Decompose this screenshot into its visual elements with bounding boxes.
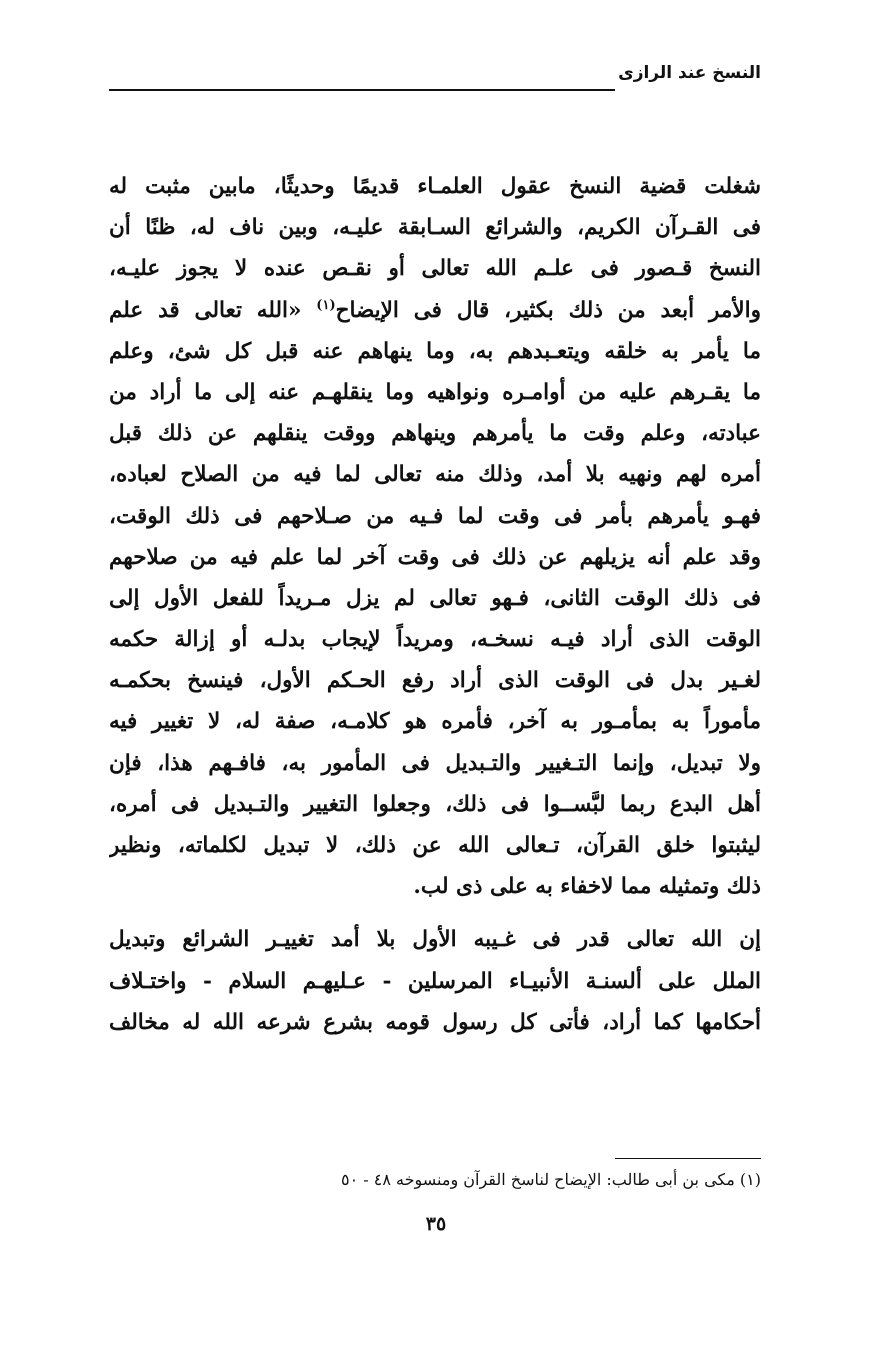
text-line: ما يأمر به خلقه ويتعـبدهم به، وما ينهاهم عنه قبل كل شئ، وعلم xyxy=(109,338,761,364)
text-line: شغلت قضية النسخ عقول العلمـاء قديمًا وحديثًا، مابين مثبت له xyxy=(109,174,761,199)
text-line: الملل على ألسنـة الأنبيـاء المرسلين - عـليهـم السلام - واختـلاف xyxy=(109,968,761,994)
footnote-reference: (١) xyxy=(316,297,336,313)
text-line: وقد علم أنه يزيلهم عن ذلك فى وقت آخر لما علم فيه من صلاحهم xyxy=(109,544,761,570)
text-line: أمره لهم ونهيه بلا أمد، وذلك منه تعالى لما فيه من الصلاح لعباده، xyxy=(109,462,761,488)
page-number: ٣٥ xyxy=(425,1213,447,1235)
text-line: فى ذلك الوقت الثانى، فـهو تعالى لم يزل مـريداً للفعل الأول إلى xyxy=(109,585,761,611)
running-head xyxy=(109,58,761,94)
text-line: فى القـرآن الكريم، والشرائع السـابقة عليـه، وبين ناف له، ظنًا أن xyxy=(109,215,761,241)
body-text xyxy=(109,166,761,1043)
running-head-rule xyxy=(109,89,615,91)
text-line: ولا تبديل، وإنما التـغيير والتـبديل فى المأمور به، فافـهم هذا، فإن xyxy=(109,750,761,776)
text-line: فهـو يأمرهم بأمر فى وقت لما فـيه من صـلاحهم فى ذلك الوقت، xyxy=(109,503,761,529)
footnote-text: (١) مكى بن أبى طالب: الإيضاح لناسخ القرآن ومنسوخه ٤٨ - ٥٠ xyxy=(341,1170,761,1189)
footnote-rule xyxy=(615,1158,761,1159)
text-line: ليثبتوا خلق القرآن، تـعالى الله عن ذلك، لا تبديل لكلماته، ونظير xyxy=(109,833,761,858)
quote-opening: «الله تعالى قد علم xyxy=(109,297,302,323)
text-line: مأموراً به بمأمـور به آخر، فأمره هو كلامـه، صفة له، لا تغيير فيه xyxy=(109,709,761,735)
paragraph-2 xyxy=(109,919,761,1043)
text-line: أحكامها كما أراد، فأتى كل رسول قومه بشرع شرعه الله له مخالف xyxy=(109,1009,761,1035)
text-line: ما يقـرهم عليه من أوامـره ونواهيه وما ينقلهـم عنه إلى ما أراد من xyxy=(109,379,761,405)
text-line: لغـير بدل فى الوقت الذى أراد رفع الحـكم الأول، فينسخ بحكمـه xyxy=(109,668,761,694)
text-line-segment: والأمر أبعد من ذلك بكثير، قال فى الإيضاح xyxy=(335,297,761,323)
text-line-with-footnote xyxy=(109,290,761,331)
paragraph-1 xyxy=(109,166,761,907)
text-line: النسخ قـصور فى علـم الله تعالى أو نقـص عنده لا يجوز عليـه، xyxy=(109,256,761,282)
text-line: الوقت الذى أراد فيـه نسخـه، ومريداً لإيجاب بدلـه أو إزالة حكمه xyxy=(109,627,761,653)
text-line: عبادته، وعلم وقت ما يأمرهم وينهاهم ووقت ينقلهم عن ذلك قبل xyxy=(109,421,761,447)
text-line: ذلك وتمثيله مما لاخفاء به على ذى لب. xyxy=(413,874,761,900)
text-line: أهل البدع ربما لبَّســوا فى ذلك، وجعلوا التغيير والتـبديل فى أمره، xyxy=(109,791,761,817)
text-line: إن الله تعالى قدر فى غـيبه الأول بلا أمد تغييـر الشرائع وتبديل xyxy=(109,927,761,953)
running-head-title: النسخ عند الرازى xyxy=(618,63,761,83)
